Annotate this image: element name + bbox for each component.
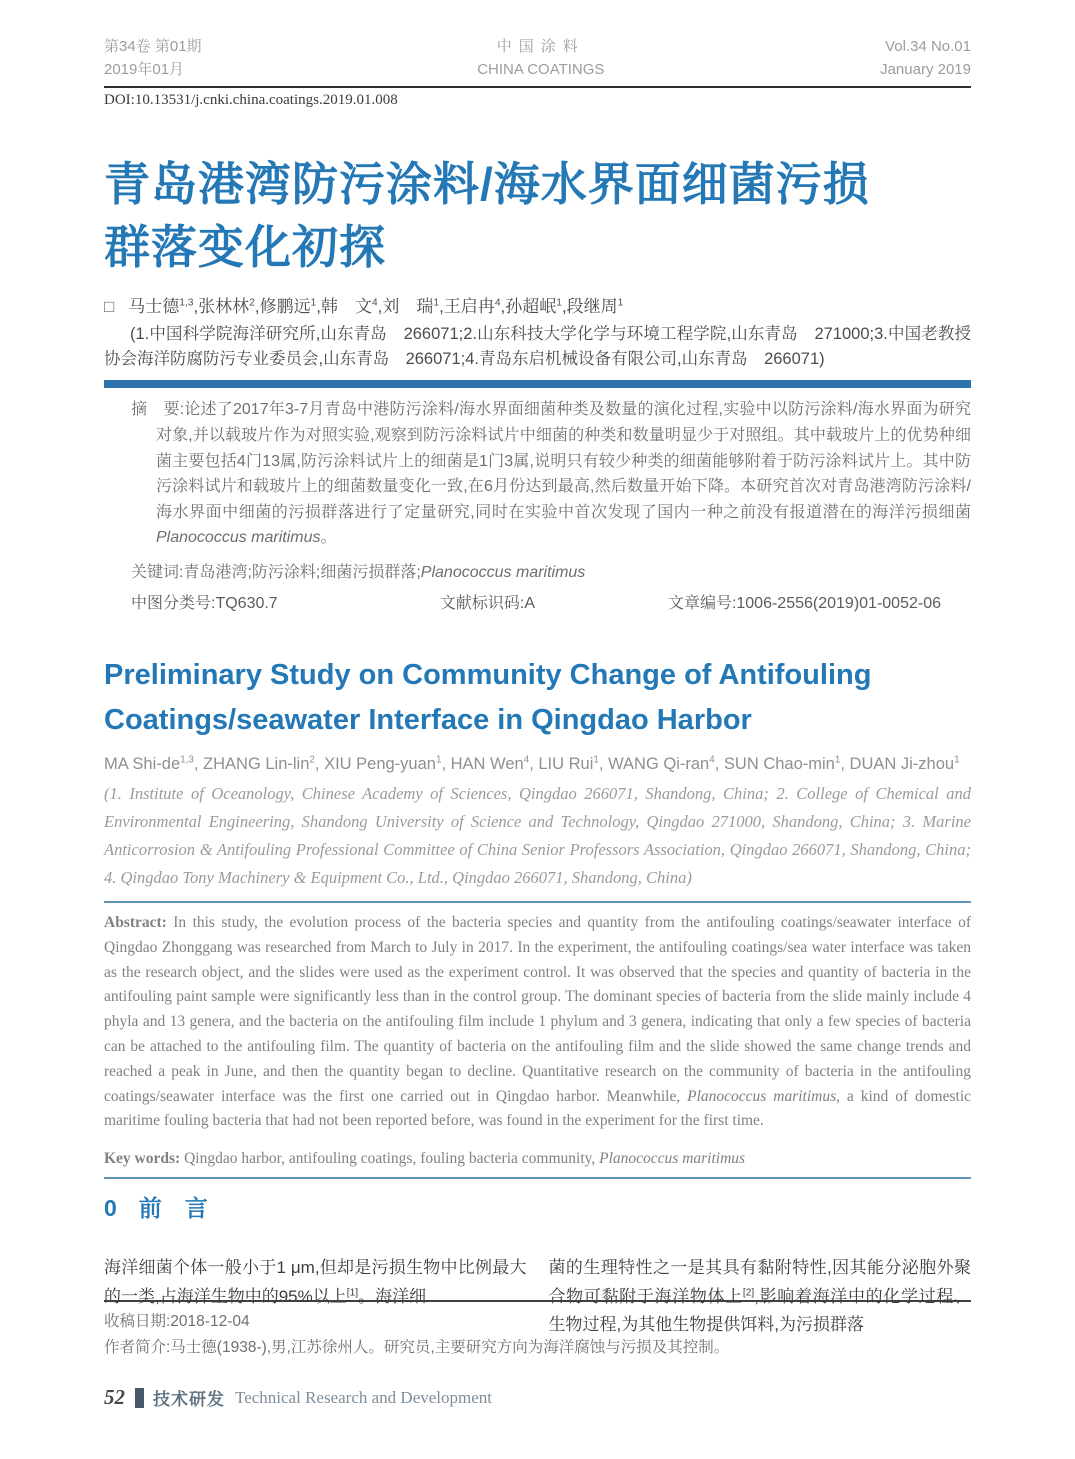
article-number: 文章编号:1006-2556(2019)01-0052-06 [667, 595, 941, 612]
journal-header-right [880, 36, 971, 81]
authors-cn-row [104, 292, 971, 317]
authors-cn: 马士德$^{1,3}$,张林林$^2$,修鹏远$^1$,韩 文$^4$,刘 瑞$^1$,王启冉$^4$,孙超岷$^1$,段继周$^1$ [128, 296, 624, 316]
document-code: 文献标识码:A [439, 595, 536, 612]
footer-section-en: Technical Research and Development [235, 1387, 493, 1407]
article-title-en [104, 653, 971, 743]
article-title-en-line2: Coatings/seawater Interface in Qingdao Harbor [104, 703, 752, 736]
journal-date-en: January 2019 [880, 60, 971, 78]
keywords-cn: 关键词:青岛港湾;防污涂料;细菌污损群落;Planococcus maritimus [131, 564, 586, 581]
article-title-cn-line1: 青岛港湾防污涂料/海水界面细菌污损 [104, 158, 870, 210]
footnote [104, 1300, 971, 1360]
authors-en: MA Shi-de$^{1,3}$, ZHANG Lin-lin$^2$, XIU Peng-yuan$^1$, HAN Wen$^4$, LIU Rui$^1$, WANG Qi-ran$^4$, SUN Chao-$\min^1$, DUAN Ji-zhou$^1$ [104, 754, 960, 773]
received-date: 收稿日期:2018-12-04 [104, 1313, 250, 1330]
abstract-cn [131, 397, 971, 551]
header-rule [104, 86, 971, 88]
journal-name-cn: 中国涂料 [496, 38, 585, 55]
section-number: 0 [104, 1195, 117, 1221]
intro-column-right: 菌的生理特性之一是其具有黏附特性,因其能分泌胞外聚合物可黏附于海洋物体上[2],影响着海洋中的化学过程、生物过程,为其他生物提供饵料,为污损群落 [548, 1258, 971, 1335]
author-bio: 作者简介:马士德(1938-),男,江苏徐州人。研究员,主要研究方向为海洋腐蚀与污损及其控制。 [104, 1338, 730, 1356]
abstract-en: Abstract: In this study, the evolution process of the bacteria species and quantity from the antifouling coatings/seawater interface of Qingdao Zhonggang was researched from March to July in 2017. In the experiment, the antifouling coatings/sea water interface was taken as the research object, and the slides were used as the experiment control. It was observed that the species and quantity of bacteria in the antifouling paint sample were significantly less than in the control group. The dominant species of bacteria from the slide mainly include 4 phyla and 13 genera, and the bacteria on the antifouling film include 1 phylum and 3 genera, indicating that only a few species of bacteria can be attached to the antifouling film. The quantity of bacteria on the antifouling film and the slide showed the same change trends and reached a peak in June, and then the quantity began to decline. Quantitative research on the community of bacteria in the antifouling coatings/seawater interface was the first one carried out in Qingdao harbor. Meanwhile, Planococcus maritimus, a kind of domestic maritime fouling bacteria that had not been reported before, was found in the experiment for the first time. [104, 914, 972, 1130]
article-title-cn-line2: 群落变化初探 [104, 221, 386, 274]
affiliation-cn: (1.中国科学院海洋研究所,山东青岛 266071;2.山东科技大学化学与环境工程学院,山东青岛 271000;3.中国老教授协会海洋防腐防污专业委员会,山东青岛 266071;4.青岛东启机械设备有限公司,山东青岛 266071) [104, 324, 971, 368]
journal-volume-cn: 第34卷 第01期 [104, 38, 202, 55]
divider-rule-top [104, 901, 971, 903]
article-title-cn [104, 153, 971, 280]
abstract-divider-bar [104, 380, 971, 388]
affiliation-en: (1. Institute of Oceanology, Chinese Academy of Sciences, Qingdao 266071, Shandong, China; 2. College of Chemical and Environmental Engineering, Shandong University of Science and Technology, Qingdao 271000, Shandong, China; 3. Marine Anticorrosion & Antifouling Professional Committee of China Senior Professors Association, Qingdao 266071, Shandong, China; 4. Qingdao Tony Machinery & Equipment Co., Ltd., Qingdao 266071, Shandong, China) [104, 783, 971, 888]
journal-volume-en: Vol.34 No.01 [885, 38, 971, 55]
section-title: 前 言 [138, 1195, 208, 1221]
journal-header-left [104, 36, 202, 81]
footer-divider-bar [135, 1388, 144, 1408]
abstract-label-cn: 摘 要: [131, 401, 185, 419]
footer-section-cn: 技术研发 [153, 1390, 225, 1409]
doi-line: DOI:10.13531/j.cnki.china.coatings.2019.01.008 [104, 92, 398, 108]
journal-date-cn: 2019年01月 [104, 60, 185, 78]
journal-name-en: CHINA COATINGS [477, 60, 605, 78]
page-number: 52 [104, 1385, 125, 1409]
divider-rule-bottom [104, 1177, 971, 1179]
intro-column-left: 海洋细菌个体一般小于1 μm,但却是污损生物中比例最大的一类,占海洋生物中的95%以上[1]。海洋细 [104, 1258, 527, 1306]
article-title-en-line1: Preliminary Study on Community Change of Antifouling [104, 659, 872, 691]
clc-number: 中图分类号:TQ630.7 [131, 595, 278, 612]
abstract-text-cn: 论述了2017年3-7月青岛中港防污涂料/海水界面细菌种类及数量的演化过程,实验中以防污涂料/海水界面为研究对象,并以载玻片作为对照实验,观察到防污涂料试片中细菌的种类和数量明显少于对照组。其中载玻片上的优势种细菌主要包括4门13属,防污涂料试片上的细菌是1门3属,说明只有较少种类的细菌能够附着于防污涂料试片上。其中防污涂料试片和载玻片上的细菌数量变化一致,在6月份达到最高,然后数量开始下降。本研究首次对青岛港湾防污涂料/海水界面中细菌的污损群落进行了定量研究,同时在实验中首次发现了国内一种之前没有报道潜在的海洋污损细菌Planococcus maritimus。 [156, 401, 971, 547]
section-heading [104, 1190, 971, 1223]
journal-header-center [477, 36, 604, 81]
author-marker-icon: □ [104, 296, 115, 316]
keywords-en: Key words: Qingdao harbor, antifouling coatings, fouling bacteria community, Planococcus maritimus [104, 1149, 746, 1167]
page-footer [104, 1385, 492, 1410]
classification-row [131, 590, 941, 613]
journal-header [104, 0, 971, 81]
